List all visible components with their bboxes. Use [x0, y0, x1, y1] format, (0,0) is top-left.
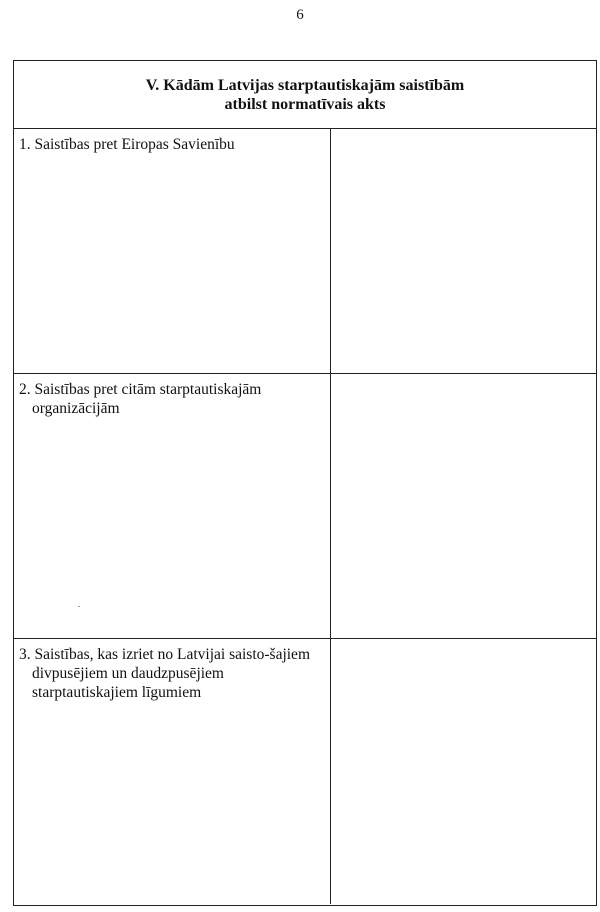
row-value-cell-international-organizations	[331, 374, 596, 638]
row-label-agreements: 3. Saistības, kas izriet no Latvijai saisto-šajiem divpusējiem un daudzpusējiem starptautiskajiem līgumiem	[19, 646, 310, 701]
page-number: 6	[296, 7, 304, 23]
row-value-cell-agreements	[331, 639, 596, 904]
scan-speck	[78, 606, 80, 607]
row-label-international-organizations: 2. Saistības pret citām starptautiskajām organizācijām	[19, 381, 262, 417]
row-label-eu: 1. Saistības pret Eiropas Savienību	[19, 136, 235, 153]
row-label-cell	[14, 374, 331, 638]
row-value-cell-eu	[331, 129, 596, 373]
section-title-line-1: V. Kādām Latvijas starptautiskajām saistībām	[145, 77, 465, 94]
row-label-cell	[14, 639, 331, 904]
row-label-cell	[14, 129, 331, 373]
section-title-line-2: atbilst normatīvais akts	[224, 96, 386, 113]
section-title	[14, 61, 596, 129]
international-obligations-table	[13, 60, 597, 906]
table-row-international-organizations	[14, 374, 596, 639]
table-row-bilateral-multilateral-agreements	[14, 639, 596, 904]
table-row-eu-obligations	[14, 129, 596, 374]
